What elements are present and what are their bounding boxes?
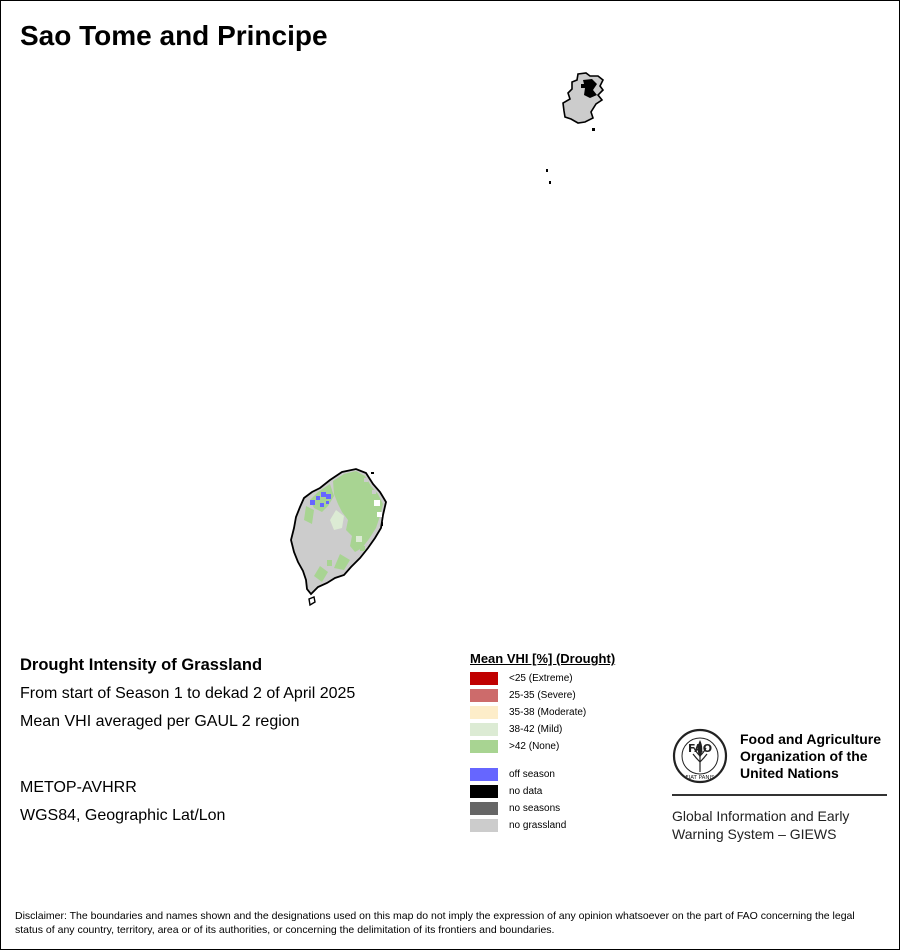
legend-item	[470, 704, 615, 721]
fao-emblem-text: FAO	[687, 742, 713, 755]
legend-item	[470, 687, 615, 704]
legend-swatch	[470, 706, 498, 719]
info-projection: WGS84, Geographic Lat/Lon	[20, 807, 226, 824]
legend-item	[470, 783, 615, 800]
legend-item	[470, 721, 615, 738]
legend-item	[470, 670, 615, 687]
legend-label: 35-38 (Moderate)	[509, 707, 587, 718]
legend-label: 38-42 (Mild)	[509, 724, 563, 735]
legend-swatch	[470, 672, 498, 685]
principe-island	[563, 73, 603, 131]
info-sensor: METOP-AVHRR	[20, 779, 137, 796]
legend-label: <25 (Extreme)	[509, 673, 573, 684]
info-method: Mean VHI averaged per GAUL 2 region	[20, 713, 300, 730]
info-period: From start of Season 1 to dekad 2 of April 2025	[20, 685, 356, 702]
legend-swatch	[470, 785, 498, 798]
giews-name: Global Information and Early Warning System – GIEWS	[672, 808, 850, 842]
legend-item	[470, 766, 615, 783]
legend-item	[470, 800, 615, 817]
fao-motto: FIAT PANIS	[685, 775, 715, 781]
sao-tome-island	[291, 469, 386, 594]
map-info	[20, 656, 355, 835]
fao-org-name: Food and Agriculture Organization of the United Nations	[740, 730, 882, 781]
legend-swatch	[470, 802, 498, 815]
legend-swatch	[470, 723, 498, 736]
legend	[470, 651, 615, 834]
legend-swatch	[470, 768, 498, 781]
legend-label: >42 (None)	[509, 741, 560, 752]
info-heading: Drought Intensity of Grassland	[20, 656, 263, 674]
legend-label: off season	[509, 769, 555, 780]
legend-item	[470, 817, 615, 834]
fao-logo-block	[672, 728, 888, 843]
fao-emblem-icon	[672, 728, 728, 784]
legend-label: no grassland	[509, 820, 567, 831]
legend-title: Mean VHI [%] (Drought)	[470, 651, 616, 666]
fao-divider	[672, 794, 887, 796]
legend-item	[470, 738, 615, 755]
legend-label: 25-35 (Severe)	[509, 690, 576, 701]
disclaimer: Disclaimer: The boundaries and names shown and the designations used on this map do not imply the expression of any opinion whatsoever on the part of FAO concerning the legal status of any country, territory, area or of its authorities, or concerning the delimitation of its frontiers and boundaries.	[15, 910, 855, 936]
legend-label: no seasons	[509, 803, 561, 814]
legend-label: no data	[509, 786, 543, 797]
legend-swatch	[470, 740, 498, 753]
legend-swatch	[470, 689, 498, 702]
map-title: Sao Tome and Principe	[20, 20, 328, 51]
legend-swatch	[470, 819, 498, 832]
